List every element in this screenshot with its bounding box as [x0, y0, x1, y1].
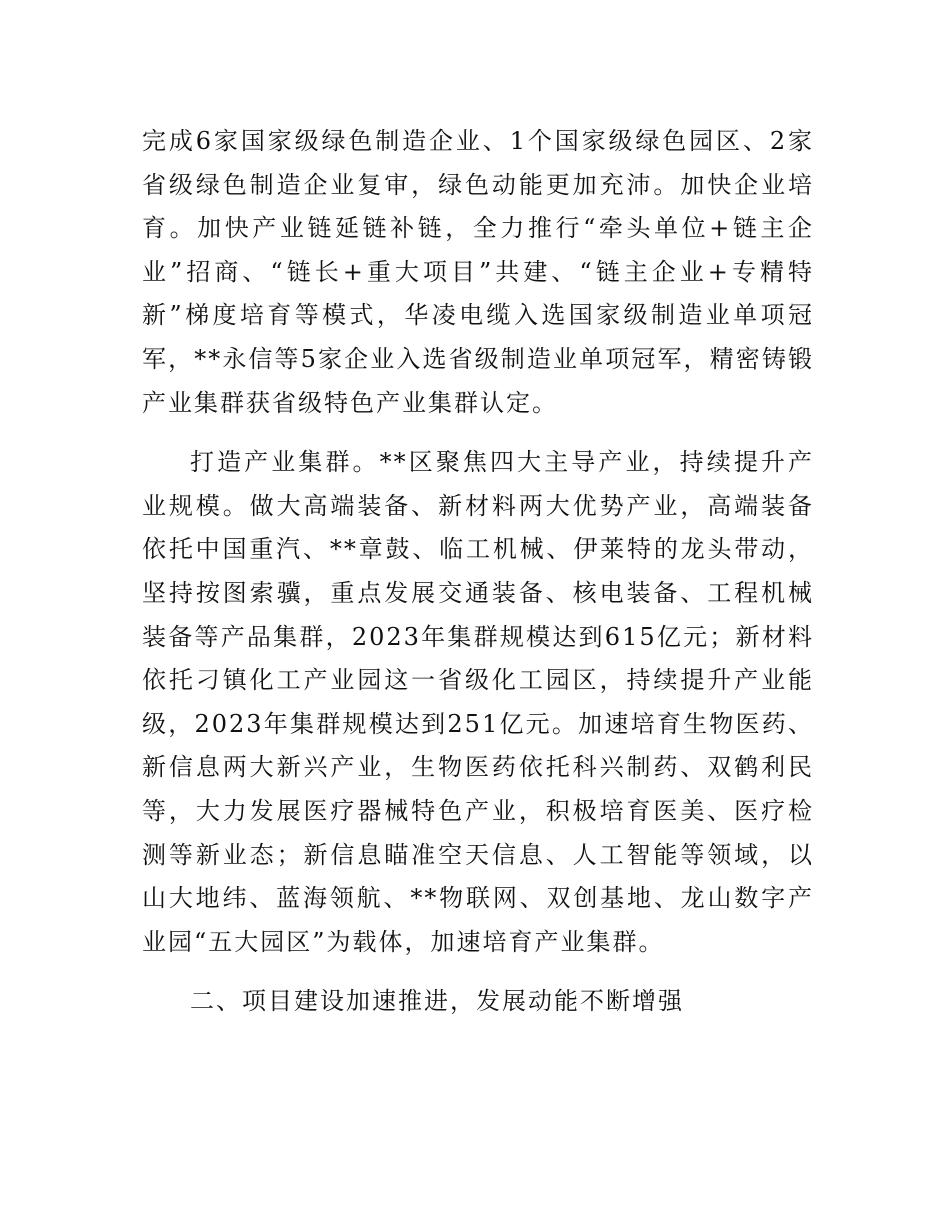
- section-heading: 二、项目建设加速推进，发展动能不断增强: [190, 987, 684, 1016]
- paragraph-green-manufacturing: 完成6家国家级绿色制造企业、1个国家级绿色园区、2家省级绿色制造企业复审，绿色动能更加充沛。加快企业培育。加快产业链延链补链，全力推行“牵头单位+链主企业”招商、“链长+重大项目”共建、“链主企业+专精特新”梯度培育等模式，华凌电缆入选国家级制造业单项冠军，**永信等5家企业入选省级制造业单项冠军，精密铸锻产业集群获省级特色产业集群认定。: [142, 127, 814, 417]
- paragraph-industrial-clusters: 打造产业集群。**区聚焦四大主导产业，持续提升产业规模。做大高端装备、新材料两大优势产业，高端装备依托中国重汽、**章鼓、临工机械、伊莱特的龙头带动，坚持按图索骥，重点发展交通装备、核电装备、工程机械装备等产品集群，2023年集群规模达到615亿元；新材料依托刁镇化工产业园这一省级化工园区，持续提升产业能级，2023年集群规模达到251亿元。加速培育生物医药、新信息两大新兴产业，生物医药依托科兴制药、双鹤利民等，大力发展医疗器械特色产业，积极培育医美、医疗检测等新业态；新信息瞄准空天信息、人工智能等领域，以山大地纬、蓝海领航、**物联网、双创基地、龙山数字产业园“五大园区”为载体，加速培育产业集群。: [142, 448, 814, 956]
- document-body: [142, 120, 814, 1024]
